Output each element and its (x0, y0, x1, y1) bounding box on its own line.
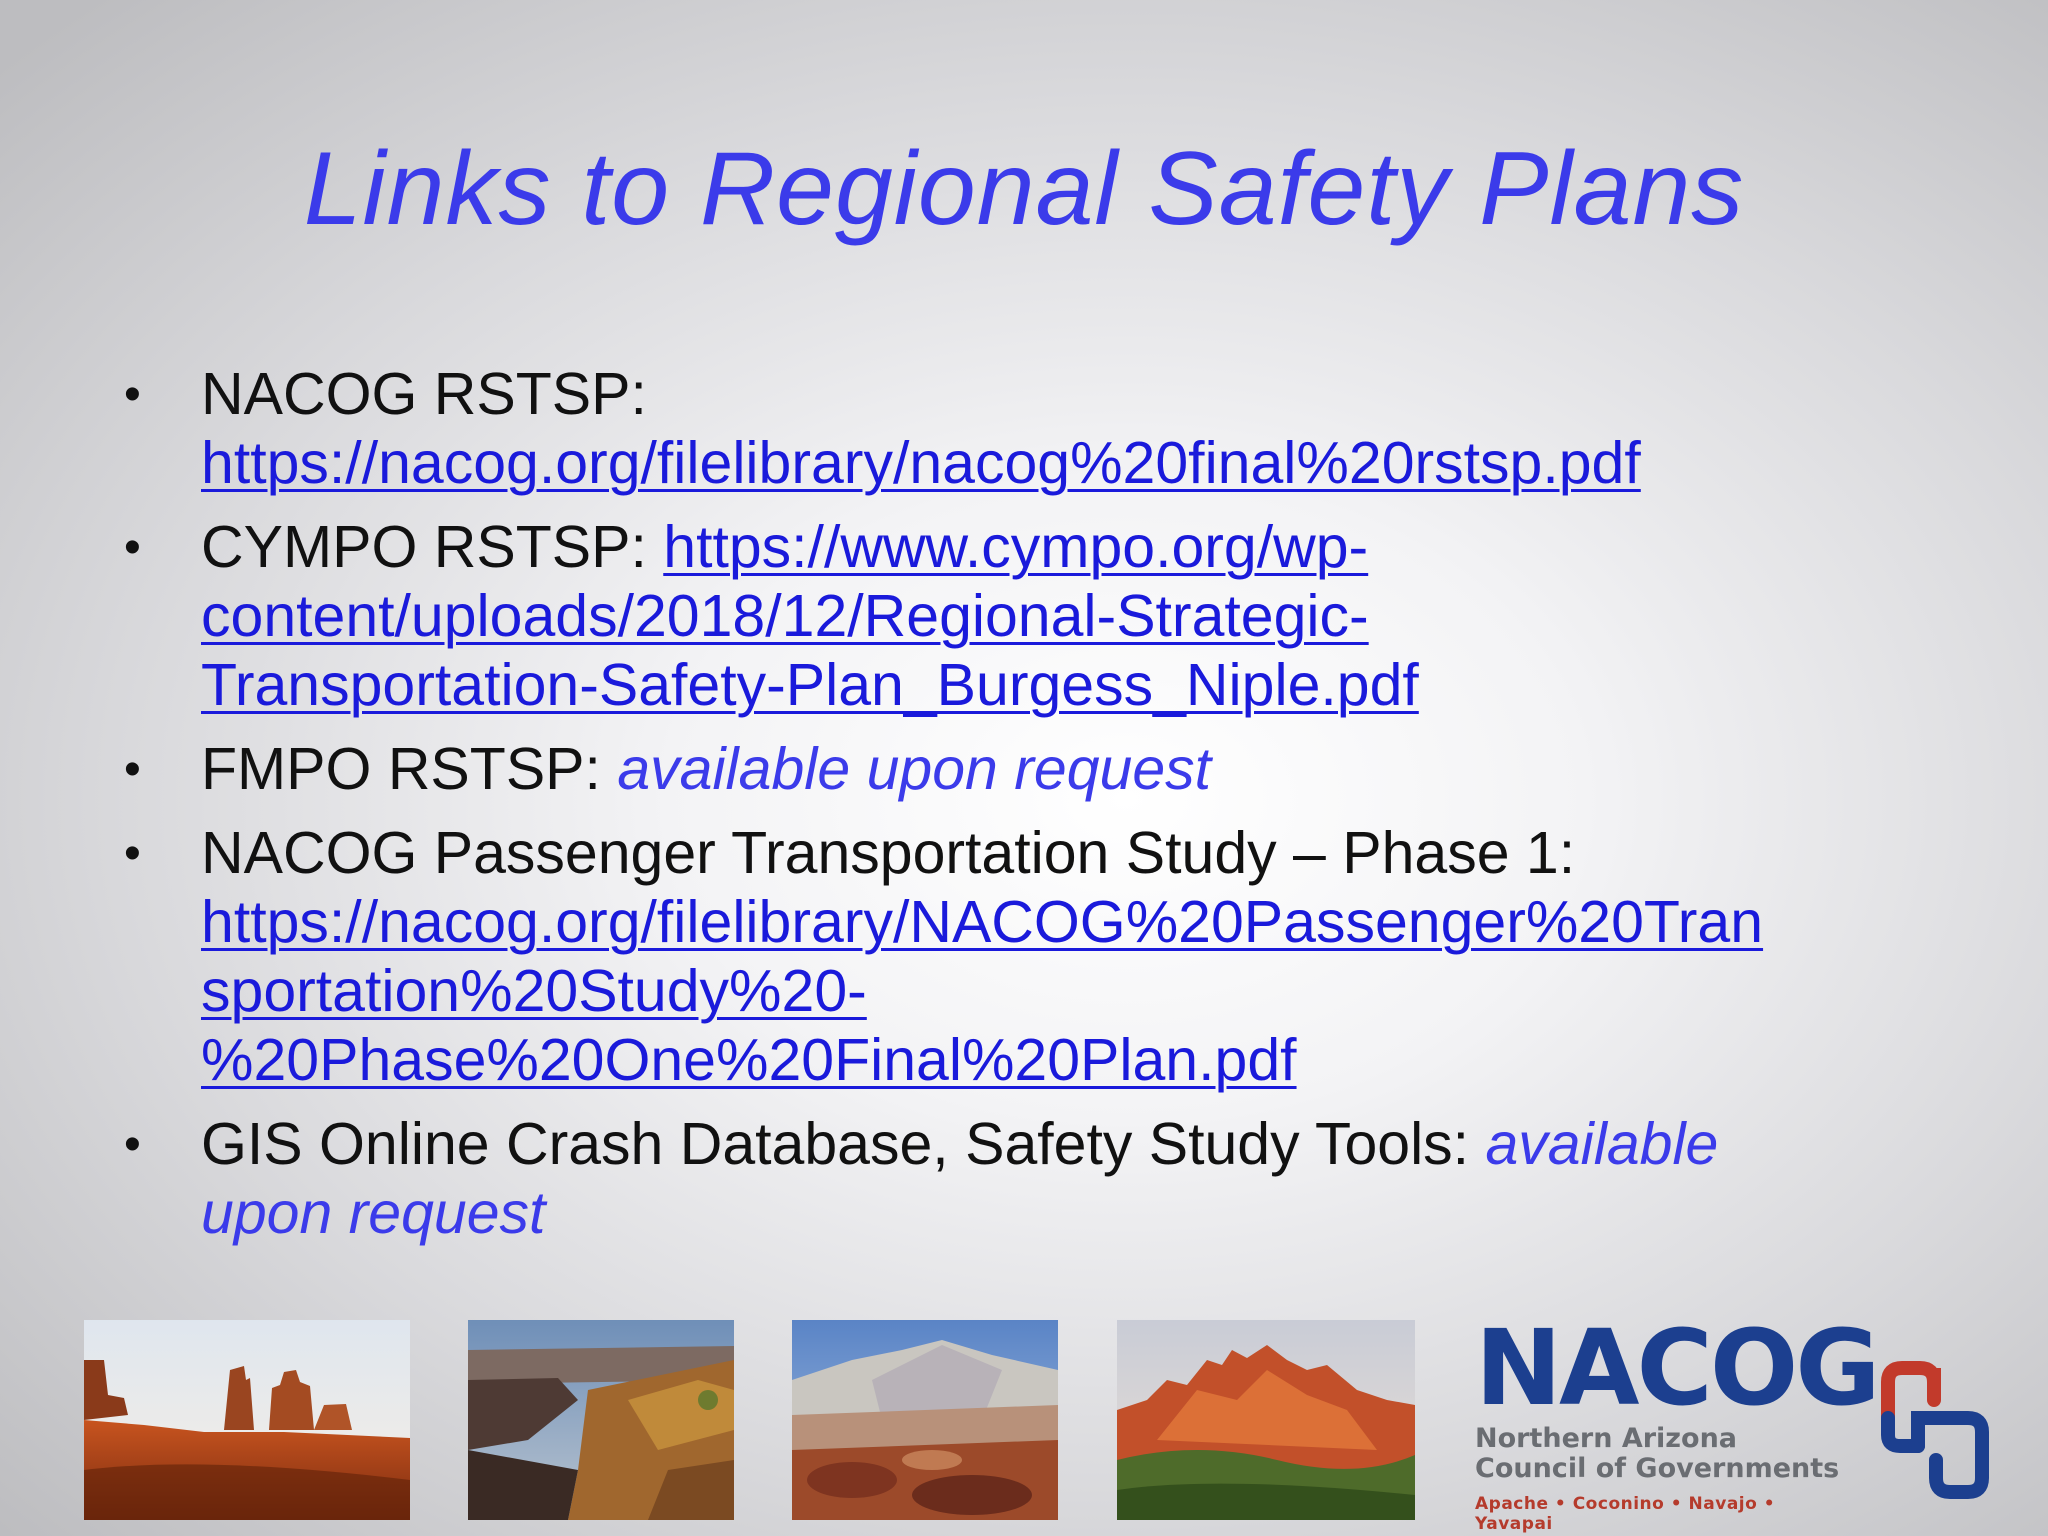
monument-valley-photo (84, 1320, 410, 1520)
link-line: content/uploads/2018/12/Regional-Strategic- (201, 583, 1369, 649)
item-label: NACOG Passenger Transportation Study – Phase 1: (201, 820, 1576, 886)
list-item (118, 360, 1978, 498)
nacog-logo (1475, 1307, 1878, 1534)
nacog-logo-subtitle-line2: Council of Governments (1475, 1453, 1840, 1484)
link-line: https://www.cympo.org/wp- (663, 514, 1369, 580)
painted-desert-photo (792, 1320, 1058, 1520)
list-item (118, 735, 1978, 804)
list-item (118, 1110, 1978, 1248)
nacog-logo-counties: Apache • Coconino • Navajo • Yavapai (1475, 1494, 1776, 1534)
bullet-icon: • (124, 1118, 141, 1171)
item-label: GIS Online Crash Database, Safety Study Tools: (201, 1111, 1470, 1177)
link-line: Transportation-Safety-Plan_Burgess_Niple.pdf (201, 652, 1419, 718)
nacog-logo-subtitle-line1: Northern Arizona (1475, 1423, 1738, 1454)
painted-desert-illustration (792, 1320, 1058, 1520)
monument-valley-illustration (84, 1320, 410, 1520)
link-line: %20Phase%20One%20Final%20Plan.pdf (201, 1027, 1297, 1093)
sedona-red-rocks-photo (1117, 1320, 1415, 1520)
bullet-icon: • (124, 368, 141, 421)
list-item (118, 513, 1978, 720)
availability-note: available (1485, 1111, 1719, 1177)
nacog-emblem-icon (1880, 1360, 1990, 1500)
nacog-logo-subtitle (1475, 1424, 1855, 1484)
list-item (118, 819, 1978, 1095)
sedona-illustration (1117, 1320, 1415, 1520)
item-label: CYMPO RSTSP: (201, 514, 647, 580)
availability-note-continued: upon request (201, 1180, 546, 1246)
grand-canyon-illustration (468, 1320, 734, 1520)
item-label: NACOG RSTSP: (201, 361, 647, 427)
bullet-icon: • (124, 743, 141, 796)
item-label: FMPO RSTSP: (201, 736, 601, 802)
slide-title: Links to Regional Safety Plans (303, 131, 1745, 247)
passenger-study-link[interactable] (201, 889, 1763, 1093)
grand-canyon-photo (468, 1320, 734, 1520)
bullet-list (118, 360, 1978, 1263)
bullet-icon: • (124, 521, 141, 574)
availability-note: available upon request (617, 736, 1212, 802)
link-line: sportation%20Study%20- (201, 958, 867, 1024)
link-line: https://nacog.org/filelibrary/NACOG%20Passenger%20Tran (201, 889, 1764, 955)
nacog-logo-wordmark: NACOG (1475, 1307, 1878, 1429)
nacog-rstsp-link[interactable]: https://nacog.org/filelibrary/nacog%20final%20rstsp.pdf (201, 430, 1641, 496)
bullet-icon: • (124, 827, 141, 880)
